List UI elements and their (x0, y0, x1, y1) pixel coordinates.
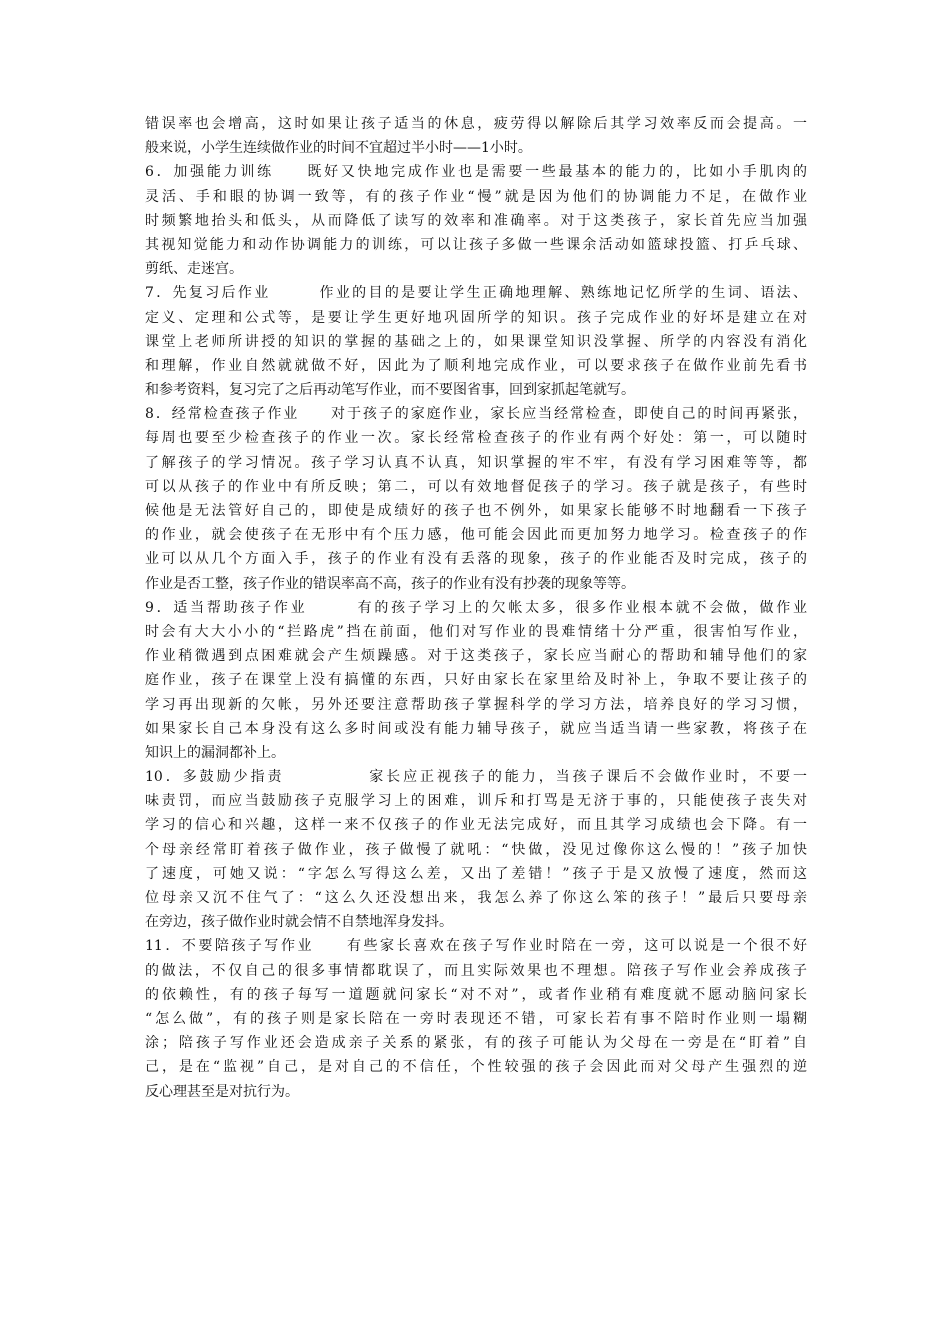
text-line: 剪纸、走迷宫。 (145, 261, 243, 278)
text-line: 个母亲经常盯着孩子做作业，孩子做慢了就吼：“快做，没见过像你这么慢的！”孩子加快 (145, 841, 807, 858)
text-line: 般来说，小学生连续做作业的时间不宜超过半小时——1小时。 (145, 140, 532, 157)
text-line: 学习再出现新的欠帐，另外还要注意帮助孩子掌握科学的学习方法，培养良好的学习习惯， (145, 696, 807, 713)
text-line: 作业是否工整，孩子作业的错误率高不高，孩子的作业有没有抄袭的现象等等。 (145, 575, 635, 592)
text-line: 知识上的漏洞都补上。 (145, 744, 285, 761)
text-line: 学习的信心和兴趣，这样一来不仅孩子的作业无法完成好，而且其学习成绩也会下降。有一 (145, 817, 807, 834)
text-line: 反心理甚至是对抗行为。 (145, 1083, 299, 1100)
text-line: 己，是在“监视”自己，是对自己的不信任，个性较强的孩子会因此而对父母产生强烈的逆 (145, 1059, 807, 1076)
text-line: 候他是无法管好自己的，即使是成绩好的孩子也不例外，如果家长能够不时地翻看一下孩子 (145, 503, 807, 519)
text-line: 定义、定理和公式等，是要让学生更好地巩固所学的知识。孩子完成作业的好坏是建立在对 (145, 309, 807, 326)
text-line: 味责罚，而应当鼓励孩子克服学习上的困难，训斥和打骂是无济于事的，只能使孩子丧失对 (145, 793, 807, 810)
text-line: 其视知觉能力和动作协调能力的训练，可以让孩子多做一些课余活动如篮球投篮、打乒乓球、 (145, 236, 807, 253)
text-line: “怎么做”，有的孩子则是家长陪在一旁时表现还不错，可家长若有事不陪时作业则一塌糊 (145, 1010, 807, 1027)
text-line: 作业稍微遇到点困难就会产生烦躁感。对于这类孩子，家长应当耐心的帮助和辅导他们的家 (145, 648, 807, 665)
text-line: 在旁边，孩子做作业时就会情不自禁地浑身发抖。 (145, 914, 453, 931)
text-line: 错误率也会增高，这时如果让孩子适当的休息，疲劳得以解除后其学习效率反而会提高。一 (145, 116, 807, 132)
text-line: 如果家长自己本身没有这么多时间或没有能力辅导孩子，就应当适当请一些家教，将孩子在 (145, 720, 807, 737)
text-line: 业可以从几个方面入手，孩子的作业有没有丢落的现象，孩子的作业能否及时完成，孩子的 (145, 551, 807, 568)
text-line: 的依赖性，有的孩子每写一道题就问家长“对不对”，或者作业稍有难度就不愿动脑问家长 (145, 986, 807, 1003)
text-line: 9．适当帮助孩子作业 有的孩子学习上的欠帐太多，很多作业根本就不会做，做作业 (145, 599, 807, 616)
text-line: 涂；陪孩子写作业还会造成亲子关系的紧张，有的孩子可能认为父母在一旁是在“盯着”自 (145, 1035, 807, 1052)
text-line: 11．不要陪孩子写作业 有些家长喜欢在孩子写作业时陪在一旁，这可以说是一个很不好 (145, 938, 807, 955)
text-line: 和理解，作业自然就就做不好，因此为了顺利地完成作业，可以要求孩子在做作业前先看书 (145, 357, 807, 374)
text-line: 庭作业，孩子在课堂上没有搞懂的东西，只好由家长在家里给及时补上，争取不要让孩子的 (145, 672, 807, 689)
text-line: 8．经常检查孩子作业 对于孩子的家庭作业，家长应当经常检查，即使自己的时间再紧张， (145, 406, 807, 423)
text-line: 7．先复习后作业 作业的目的是要让学生正确地理解、熟练地记忆所学的生词、语法、 (145, 285, 807, 302)
text-line: 时频繁地抬头和低头，从而降低了读写的效率和准确率。对于这类孩子，家长首先应当加强 (145, 212, 807, 229)
text-line: 的做法，不仅自己的很多事情都耽误了，而且实际效果也不理想。陪孩子写作业会养成孩子 (145, 962, 807, 979)
text-line: 可以从孩子的作业中有所反映；第二，可以有效地督促孩子的学习。孩子就是孩子，有些时 (145, 478, 807, 495)
text-line: 时会有大大小小的“拦路虎”挡在前面，他们对写作业的畏难情绪十分严重，很害怕写作业， (145, 623, 807, 640)
text-line: 了速度，可她又说：“字怎么写得这么差，又出了差错！”孩子于是又放慢了速度，然而这 (145, 865, 807, 882)
text-line: 了解孩子的学习情况。孩子学习认真不认真，知识掌握的牢不牢，有没有学习困难等等，都 (145, 454, 807, 471)
text-line: 灵活、手和眼的协调一致等，有的孩子作业“慢”就是因为他们的协调能力不足，在做作业 (145, 188, 807, 205)
text-line: 的作业，就会使孩子在无形中有个压力感，他可能会因此而更加努力地学习。检查孩子的作 (145, 527, 807, 544)
text-line: 位母亲又沉不住气了：“这么久还没想出来，我怎么养了你这么笨的孩子！”最后只要母亲 (145, 890, 807, 906)
text-line: 课堂上老师所讲授的知识的掌握的基础之上的，如果课堂知识没掌握、所学的内容没有消化 (145, 333, 807, 350)
text-line: 和参考资料，复习完了之后再动笔写作业，而不要图省事，回到家抓起笔就写。 (145, 382, 635, 399)
document-body (145, 112, 807, 1104)
text-line: 10．多鼓励少指责 家长应正视孩子的能力，当孩子课后不会做作业时，不要一 (145, 769, 807, 786)
text-line: 每周也要至少检查孩子的作业一次。家长经常检查孩子的作业有两个好处：第一，可以随时 (145, 430, 807, 447)
text-line: 6．加强能力训练 既好又快地完成作业也是需要一些最基本的能力的，比如小手肌肉的 (145, 164, 807, 181)
